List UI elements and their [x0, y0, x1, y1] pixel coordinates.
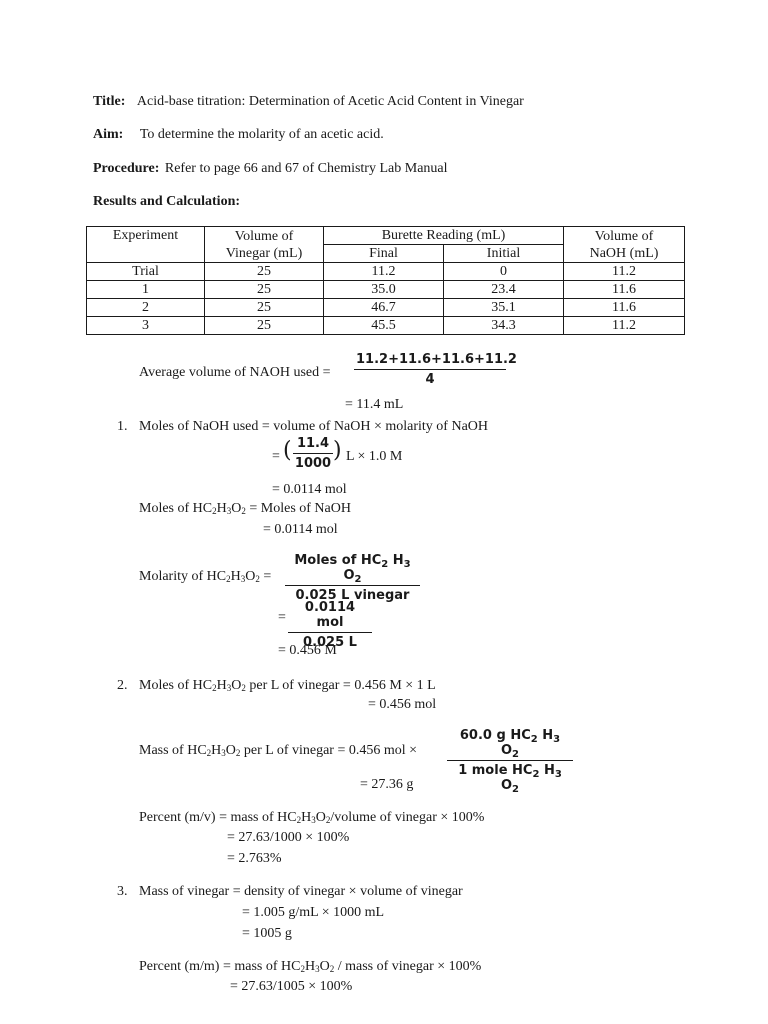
- header-volume-vinegar: [205, 227, 324, 263]
- table-cell: 11.2: [564, 263, 685, 281]
- sub: 2: [212, 683, 217, 693]
- sub: 2: [354, 574, 362, 585]
- sub: 3: [315, 964, 320, 974]
- pmm-text: / mass of vinegar × 100%: [334, 959, 482, 974]
- step-2-text: O: [231, 678, 242, 693]
- molarity-text: O: [245, 569, 256, 584]
- step-2-number: 2.: [117, 678, 128, 693]
- step-2-text: per L of vinegar = 0.456 M × 1 L: [245, 678, 436, 693]
- header-volume-vinegar-line1: Volume of: [234, 228, 294, 244]
- table-cell: 23.4: [444, 281, 564, 299]
- mass-text: Mass of HC: [139, 743, 207, 758]
- table-header-row: [87, 227, 685, 245]
- sub: 3: [311, 815, 316, 825]
- pmv-result-1: = 27.63/1000 × 100%: [227, 830, 350, 845]
- header-burette: Burette Reading (mL): [324, 227, 564, 245]
- aim-text: To determine the molarity of an acetic acid.: [139, 127, 384, 142]
- table-cell: 11.2: [324, 263, 444, 281]
- molarity-text: H: [230, 569, 241, 584]
- step-1-number: 1.: [117, 419, 128, 434]
- moles-hc-line: [139, 501, 351, 517]
- table-cell: 35.1: [444, 299, 564, 317]
- pmv-text: /volume of vinegar × 100%: [330, 810, 485, 825]
- step-1-text: Moles of NaOH used = volume of NaOH × molarity of NaOH: [139, 419, 489, 434]
- sub: 2: [512, 784, 520, 795]
- moles-hc-text: = Moles of NaOH: [245, 501, 351, 516]
- header-initial: Initial: [444, 245, 564, 263]
- sub: 2: [530, 734, 538, 745]
- sub: 2: [296, 815, 302, 825]
- step-3-result-1: = 1.005 g/mL × 1000 mL: [242, 905, 385, 920]
- mass-denominator-text: 1 mole HC: [458, 763, 533, 778]
- sub: 3: [226, 683, 232, 693]
- step-3-number: 3.: [117, 884, 128, 899]
- pmv-line: [139, 810, 484, 826]
- header-volume-naoh-line1: Volume of: [594, 228, 654, 244]
- pmv-text: O: [315, 810, 326, 825]
- results-table: [86, 226, 685, 335]
- pmm-line: [139, 959, 481, 975]
- title-line: [93, 94, 524, 110]
- step-1-fraction: [293, 436, 333, 471]
- pmv-result-2: = 2.763%: [227, 851, 282, 866]
- molarity-numerator: Moles of $HC_2$ $H_3$ $O_2$: [285, 553, 420, 586]
- step-1-denominator: 1000: [294, 456, 332, 471]
- molarity-text: =: [259, 569, 272, 584]
- header-final: Final: [324, 245, 444, 263]
- header-volume-naoh-line2: NaOH (mL): [589, 245, 659, 261]
- molarity-numerator-text: Moles of HC: [294, 553, 382, 568]
- molarity2-equals: =: [278, 610, 286, 625]
- mass-text: H: [211, 743, 222, 758]
- step-2-line: [139, 678, 436, 694]
- table-row: [87, 263, 685, 281]
- sub: 2: [241, 683, 246, 693]
- moles-hc-text: O: [231, 501, 242, 516]
- avg-denominator: 4: [425, 372, 435, 387]
- molarity2-denominator: 0.025 L: [303, 635, 357, 650]
- mass-line: [139, 743, 417, 759]
- table-row: [87, 299, 685, 317]
- table-cell: 0: [444, 263, 564, 281]
- avg-result: = 11.4 mL: [345, 397, 404, 412]
- mass-fraction: [447, 728, 573, 793]
- mass-result: = 27.36 g: [360, 777, 414, 792]
- molarity-fraction: [285, 553, 420, 603]
- molarity-denominator: 0.025 L vinegar: [295, 588, 410, 603]
- pmv-text: Percent (m/v) = mass of HC: [139, 810, 297, 825]
- procedure-label: Procedure:: [93, 161, 160, 176]
- sub: 2: [226, 574, 231, 584]
- mass-text: per L of vinegar = 0.456 mol ×: [240, 743, 418, 758]
- sub: 3: [221, 748, 226, 758]
- table-cell: 25: [205, 317, 324, 335]
- sub: 3: [403, 559, 411, 570]
- table-cell: 34.3: [444, 317, 564, 335]
- sub: 2: [512, 749, 520, 760]
- step-1-tail: L × 1.0 M: [346, 449, 403, 464]
- sub: 3: [240, 574, 246, 584]
- moles-hc-result: = 0.0114 mol: [263, 522, 338, 537]
- step-1-close-paren: ): [333, 438, 342, 463]
- step-1-equals: =: [272, 449, 280, 464]
- table-cell: 11.6: [564, 299, 685, 317]
- table-cell: 35.0: [324, 281, 444, 299]
- step-1-open-paren: (: [283, 438, 292, 463]
- molarity-result: = 0.456 M: [278, 643, 337, 658]
- sub: 2: [300, 964, 305, 974]
- mass-text: O: [225, 743, 236, 758]
- procedure-text: Refer to page 66 and 67 of Chemistry Lab Manual: [164, 161, 448, 176]
- pmv-text: H: [301, 810, 312, 825]
- table-cell: 11.6: [564, 281, 685, 299]
- sub: 2: [381, 559, 389, 570]
- title-text: Acid-base titration: Determination of Acetic Acid Content in Vinegar: [136, 94, 524, 109]
- pmm-text: Percent (m/m) = mass of HC: [139, 959, 301, 974]
- step-1-result: = 0.0114 mol: [272, 482, 347, 497]
- table-cell: 25: [205, 299, 324, 317]
- sub: 2: [212, 506, 217, 516]
- table-row: [87, 281, 685, 299]
- sub: 2: [255, 574, 260, 584]
- table-cell: 46.7: [324, 299, 444, 317]
- moles-hc-text: H: [216, 501, 227, 516]
- sub: 2: [241, 506, 246, 516]
- step-1-numerator: 11.4: [293, 436, 333, 454]
- mass-numerator-text: 60.0 g HC: [459, 728, 531, 743]
- aim-label: Aim:: [93, 127, 124, 142]
- moles-hc-text: Moles of HC: [139, 501, 213, 516]
- mass-denominator: 1 mole $HC_2$ $H_3$ $O_2$: [458, 763, 562, 795]
- sub: 3: [554, 769, 562, 780]
- sub: 3: [226, 506, 232, 516]
- header-volume-vinegar-line2: Vinegar (mL): [225, 245, 303, 261]
- sub: 2: [235, 748, 241, 758]
- procedure-line: [93, 161, 448, 177]
- avg-label: Average volume of NAOH used =: [139, 365, 331, 380]
- avg-numerator: 11.2+11.6+11.6+11.2: [354, 352, 506, 370]
- step-3-result-2: = 1005 g: [242, 926, 292, 941]
- sub: 2: [532, 769, 540, 780]
- mass-numerator: 60.0 g $HC_2$ $H_3$ $O_2$: [447, 728, 573, 761]
- molarity-text: Molarity of HC: [139, 569, 227, 584]
- sub: 2: [206, 748, 212, 758]
- step-3-text: Mass of vinegar = density of vinegar × volume of vinegar: [139, 884, 463, 899]
- molarity2-numerator: 0.0114 mol: [288, 600, 372, 633]
- results-heading: Results and Calculation:: [93, 194, 241, 209]
- table-cell: 11.2: [564, 317, 685, 335]
- step-2-text: Moles of HC: [139, 678, 213, 693]
- step-2-result: = 0.456 mol: [368, 697, 437, 712]
- pmm-text: H: [304, 959, 316, 974]
- table-row: [87, 317, 685, 335]
- table-cell: Trial: [87, 263, 205, 281]
- sub: 2: [325, 815, 331, 825]
- table-cell: 2: [87, 299, 205, 317]
- table-cell: 1: [87, 281, 205, 299]
- header-experiment: Experiment: [87, 227, 205, 263]
- header-volume-naoh: [564, 227, 685, 263]
- step-2-text: H: [216, 678, 227, 693]
- molarity-line: [139, 569, 271, 585]
- table-cell: 25: [205, 281, 324, 299]
- pmm-text: O: [319, 959, 330, 974]
- table-cell: 25: [205, 263, 324, 281]
- title-label: Title:: [93, 94, 126, 109]
- pmm-result-1: = 27.63/1005 × 100%: [230, 979, 353, 994]
- sub: 3: [553, 734, 561, 745]
- table-cell: 45.5: [324, 317, 444, 335]
- table-cell: 3: [87, 317, 205, 335]
- sub: 2: [329, 964, 335, 974]
- avg-fraction: [354, 352, 517, 387]
- aim-line: [93, 127, 384, 143]
